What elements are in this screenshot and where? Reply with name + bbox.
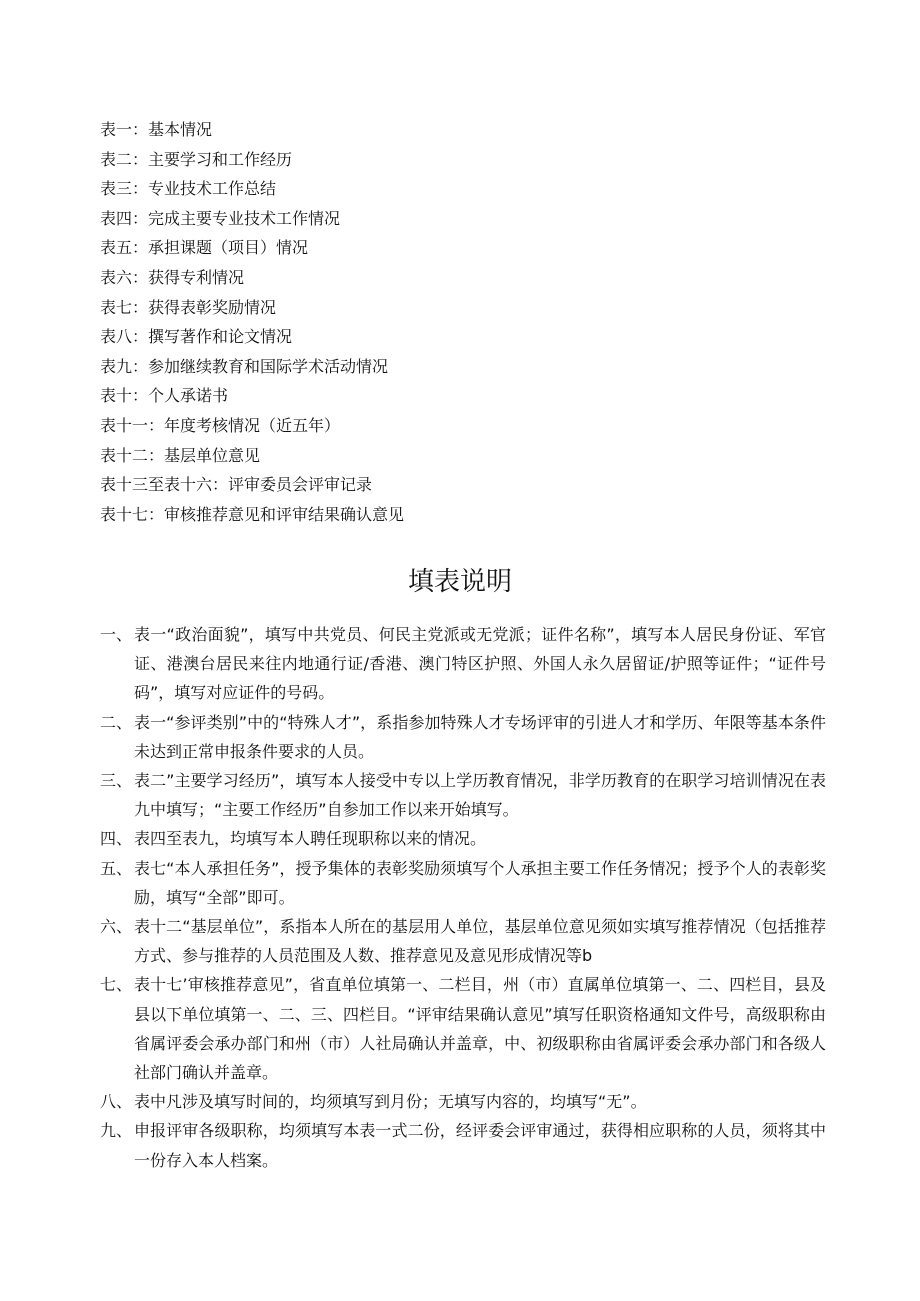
- toc-item-6: 表六：获得专利情况: [100, 267, 245, 287]
- instruction-number: 六、: [100, 917, 133, 937]
- instruction-text: 申报评审各级职称，均须填写本表一式二份，经评委会评审通过，获得相应职称的人员，须将其中一份存入本人档案。: [134, 1121, 826, 1170]
- instruction-item: [100, 1087, 826, 1116]
- toc-item-2: 表二：主要学习和工作经历: [100, 149, 293, 169]
- instruction-number: 七、: [100, 975, 133, 995]
- instruction-item: [100, 620, 826, 708]
- table-list: [100, 115, 404, 529]
- instruction-item: [100, 970, 826, 1087]
- toc-item-10: 表十：个人承诺书: [100, 386, 229, 406]
- instruction-text: 表七“本人承担任务”，授予集体的表彰奖励须填写个人承担主要工作任务情况；授予个人的表彰奖励，填写“全部”即可。: [134, 858, 826, 907]
- instruction-text: 表一“参评类别”中的“特殊人才”，系指参加特殊人才专场评审的引进人才和学历、年限等基本条件未达到正常申报条件要求的人员。: [134, 712, 826, 761]
- toc-item-13: 表十三至表十六：评审委员会评审记录: [100, 475, 373, 495]
- instruction-item: [100, 766, 826, 824]
- instruction-number: 八、: [100, 1092, 133, 1112]
- toc-item-14: 表十七：审核推荐意见和评审结果确认意见: [100, 504, 405, 524]
- instruction-text: 表二”主要学习经历”，填写本人接受中专以上学历教育情况，非学历教育的在职学习培训情况在表九中填写；“主要工作经历”自参加工作以来开始填写。: [134, 771, 826, 820]
- instruction-number: 一、: [100, 625, 133, 644]
- toc-item-11: 表十一：年度考核情况（近五年）: [100, 415, 341, 435]
- instruction-item: [100, 854, 826, 912]
- instruction-item: [100, 708, 826, 766]
- instruction-number: 五、: [100, 858, 133, 878]
- instruction-item: [100, 912, 826, 970]
- instruction-text: 表十七’审核推荐意见”，省直单位填第一、二栏目，州（市）直属单位填第一、二、四栏目，县及县以下单位填第一、二、三、四栏目。“评审结果确认意见”填写任职资格通知文件号，高级职称由省属评委会承办部门和州（市）人社局确认并盖章，中、初级职称由省属评委会承办部门和各级人社部门确认并盖章。: [134, 975, 826, 1083]
- instruction-number: 四、: [100, 829, 133, 849]
- instruction-text: 表四至表九，均填写本人聘任现职称以来的情况。: [134, 829, 487, 849]
- instruction-text: 表十二“基层单位”，系指本人所在的基层用人单位，基层单位意见须如实填写推荐情况（包括推荐方式、参与推荐的人员范围及人数、推荐意见及意见形成情况等b: [134, 917, 826, 966]
- toc-item-1: 表一：基本情况: [100, 120, 213, 139]
- toc-item-9: 表九：参加继续教育和国际学术活动情况: [100, 356, 389, 376]
- toc-item-4: 表四：完成主要专业技术工作情况: [100, 208, 341, 228]
- instructions-list: [100, 620, 826, 1175]
- toc-item-5: 表五：承担课题（项目）情况: [100, 238, 309, 258]
- instruction-text: 表一“政治面貌”，填写中共党员、何民主党派或无党派；证件名称”，填写本人居民身份证、军官证、港澳台居民来往内地通行证/香港、澳门特区护照、外国人永久居留证/护照等证件；“证件号码”，填写对应证件的号码。: [134, 625, 826, 703]
- instruction-text: 表中凡涉及填写时间的，均须填写到月份；无填写内容的，均填写“无”。: [134, 1092, 647, 1112]
- instruction-item: [100, 1116, 826, 1174]
- instruction-number: 三、: [100, 771, 133, 791]
- toc-item-12: 表十二：基层单位意见: [100, 445, 261, 465]
- instruction-number: 九、: [100, 1121, 133, 1141]
- instruction-number: 二、: [100, 712, 133, 732]
- toc-item-7: 表七：获得表彰奖励情况: [100, 297, 277, 317]
- section-title: 填表说明: [407, 567, 512, 597]
- toc-item-3: 表三：专业技术工作总结: [100, 179, 277, 199]
- instruction-item: [100, 824, 826, 853]
- toc-item-8: 表八：撰写著作和论文情况: [100, 327, 293, 347]
